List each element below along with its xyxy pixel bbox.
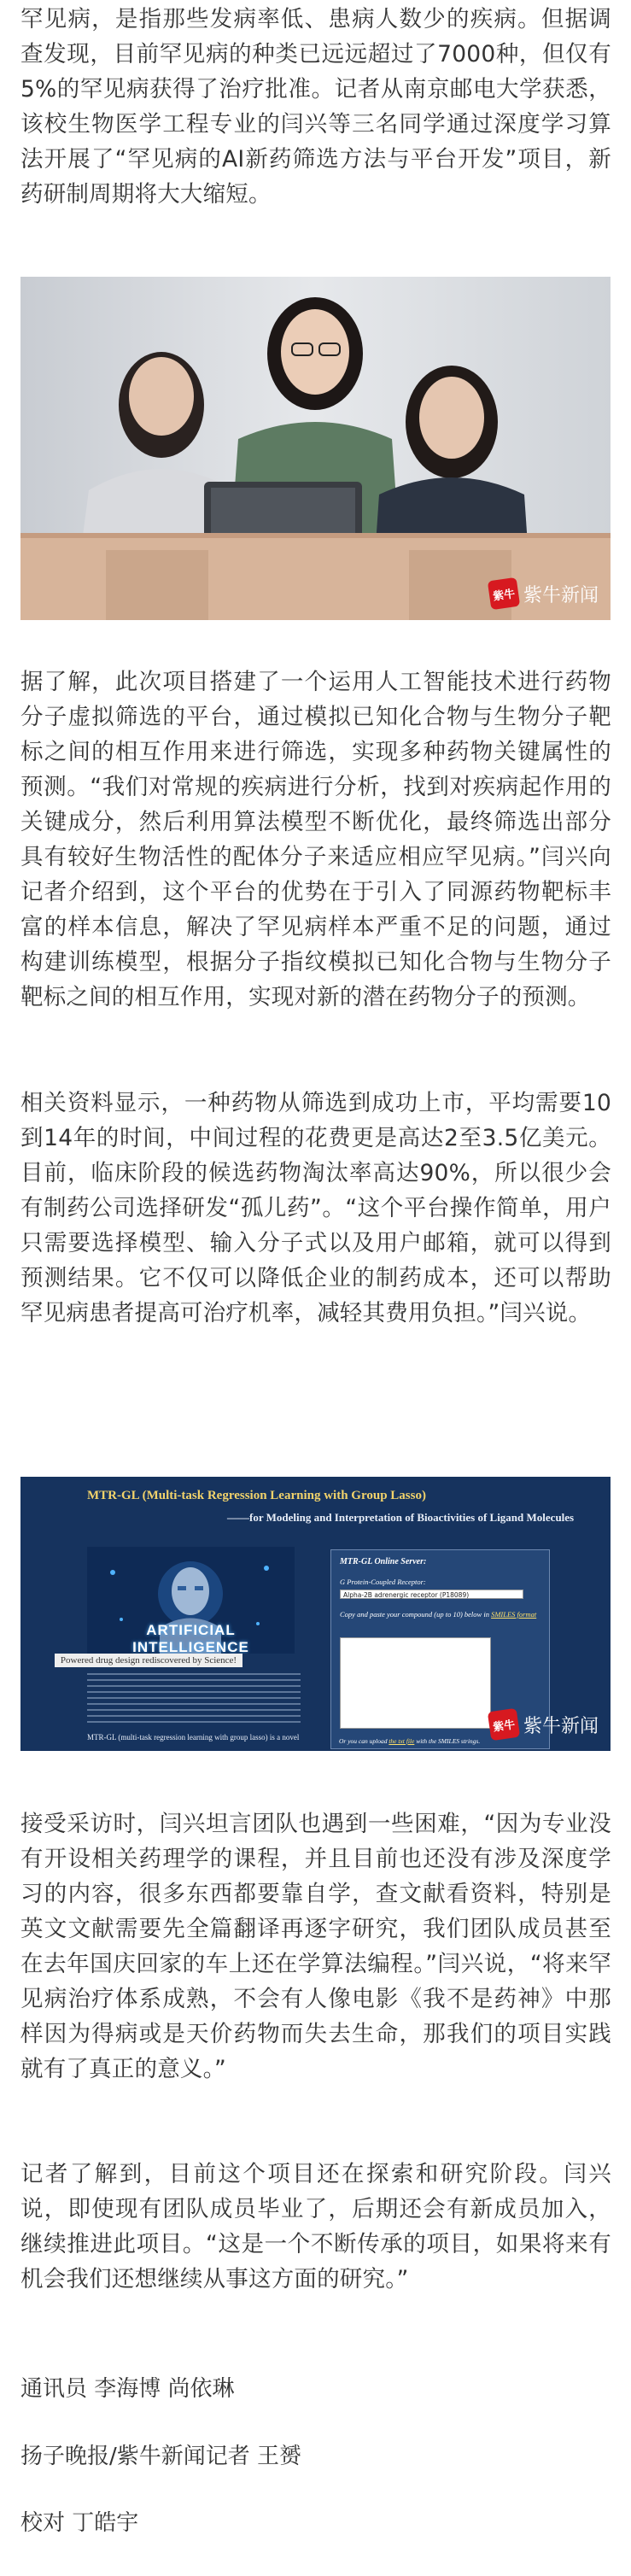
watermark-text-2: 紫牛新闻 <box>523 1715 599 1737</box>
watermark-logo <box>489 579 599 608</box>
paragraph-4: 接受采访时，闫兴坦言团队也遇到一些困难，“因为专业没有开设相关药理学的课程，并且目前也还没有涉及深度学习的内容，很多东西都要靠自学，查文献看资料，特别是英文文献需要先全篇翻译再逐字研究，我们团队成员甚至在去年国庆回家的车上还在学算法编程。”闫兴说，“将来罕见病治疗体系成熟，不会有人像电影《我不是药神》中那样因为得病或是天价药物而失去生命，那我们的项目实践就有了真正的意义。” <box>20 1811 611 2082</box>
credit-reporter: 扬子晚报/紫牛新闻记者 王赟 <box>20 2444 302 2469</box>
students-photo <box>20 277 611 620</box>
smiles-prompt <box>340 1610 536 1619</box>
watermark-seal-icon: 紫牛 <box>488 577 520 610</box>
upload-txt-link[interactable]: the txt file <box>389 1737 415 1745</box>
watermark-text: 紫牛新闻 <box>523 584 599 606</box>
upload-note <box>339 1737 480 1745</box>
credit-correspondents: 通讯员 李海博 尚依琳 <box>20 2376 235 2402</box>
platform-screenshot <box>20 1477 611 1751</box>
upload-prefix: Or you can upload <box>339 1737 388 1745</box>
platform-subtitle: ——for Modeling and Interpretation of Bioactivities of Ligand Molecules <box>227 1511 575 1524</box>
server-title: MTR-GL Online Server: <box>340 1557 427 1566</box>
credit-proofreader: 校对 丁皓宇 <box>20 2510 139 2536</box>
paragraph-2: 据了解，此次项目搭建了一个运用人工智能技术进行药物分子虚拟筛选的平台，通过模拟已知化合物与生物分子靶标之间的相互作用来进行筛选，实现多种药物关键属性的预测。“我们对常规的疾病进行分析，找到对疾病起作用的关键成分，然后利用算法模型不断优化，最终筛选出部分具有较好生物活性的配体分子来适应相应罕见病。”闫兴向记者介绍到，这个平台的优势在于引入了同源药物靶标丰富的样本信息，解决了罕见病样本严重不足的问题，通过构建训练模型，根据分子指纹模拟已知化合物与生物分子靶标之间的相互作用，实现对新的潜在药物分子的预测。 <box>20 669 611 1010</box>
watermark-seal-icon-2: 紫牛 <box>488 1708 520 1741</box>
platform-title: MTR-GL (Multi-task Regression Learning with Group Lasso) <box>87 1489 426 1502</box>
smiles-prompt-text: Copy and paste your compound (up to 10) below in <box>340 1610 489 1619</box>
paragraph-1: 罕见病，是指那些发病率低、患病人数少的疾病。但据调查发现，目前罕见病的种类已远远超过了7000种，但仅有5%的罕见病获得了治疗批准。记者从南京邮电大学获悉，该校生物医学工程专业的闫兴等三名同学通过深度学习算法开展了“罕见病的AI新药筛选方法与平台开发”项目，新药研制周期将大大缩短。 <box>20 6 611 208</box>
students-photo-illustration <box>20 277 611 620</box>
upload-suffix: with the SMILES strings. <box>416 1737 481 1745</box>
smiles-input[interactable] <box>340 1637 491 1729</box>
receptor-select[interactable]: Alpha-2B adrenergic receptor (P18089) <box>340 1590 523 1599</box>
ai-banner <box>87 1547 295 1654</box>
paragraph-5: 记者了解到，目前这个项目还在探索和研究阶段。闫兴说，即使现有团队成员毕业了，后期还会有新成员加入，继续推进此项目。“这是一个不断传承的项目，如果将来有机会我们还想继续从事这方面的研究。” <box>20 2161 611 2292</box>
smiles-format-link[interactable]: SMILES format <box>491 1610 537 1619</box>
platform-bottom-text: MTR-GL (multi-task regression learning with group lasso) is a novel <box>87 1733 300 1742</box>
description-text-block <box>87 1673 301 1727</box>
paragraph-3: 相关资料显示，一种药物从筛选到成功上市，平均需要10到14年的时间，中间过程的花费更是高达2至3.5亿美元。目前，临床阶段的候选药物淘汰率高达90%，所以很少会有制药公司选择研发“孤儿药”。“这个平台操作简单，用户只需要选择模型、输入分子式以及用户邮箱，就可以得到预测结果。它不仅可以降低企业的制药成本，还可以帮助罕见病患者提高可治疗机率，减轻其费用负担。”闫兴说。 <box>20 1090 611 1326</box>
watermark-logo-2 <box>489 1710 599 1739</box>
receptor-label: G Protein-Coupled Receptor: <box>340 1578 426 1586</box>
ai-banner-caption: Powered drug design rediscovered by Science! <box>55 1654 242 1667</box>
ai-banner-title: ARTIFICIAL INTELLIGENCE <box>132 1622 249 1654</box>
